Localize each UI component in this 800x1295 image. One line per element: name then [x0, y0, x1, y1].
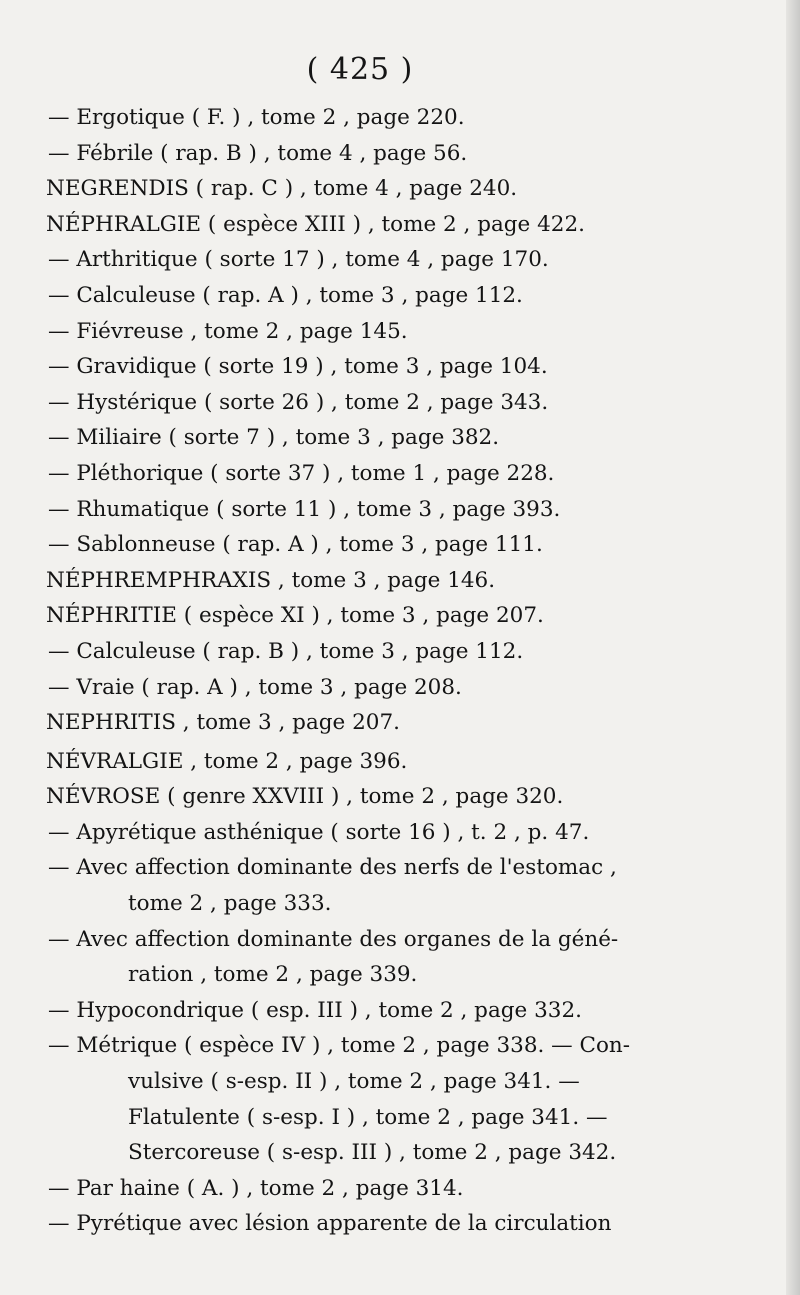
index-entry: NEGRENDIS ( rap. C ) , tome 4 , page 240.: [46, 176, 518, 202]
index-entry: — Métrique ( espèce IV ) , tome 2 , page 338. — Con-: [48, 1033, 631, 1059]
index-entry: — Arthritique ( sorte 17 ) , tome 4 , page 170.: [48, 247, 549, 273]
index-entry: — Calculeuse ( rap. B ) , tome 3 , page 112.: [48, 638, 524, 664]
index-entry: ration , tome 2 , page 339.: [128, 962, 418, 988]
index-entry: — Par haine ( A. ) , tome 2 , page 314.: [48, 1175, 464, 1201]
index-entry: — Vraie ( rap. A ) , tome 3 , page 208.: [48, 674, 462, 700]
index-entry: — Sablonneuse ( rap. A ) , tome 3 , page 111.: [48, 532, 543, 558]
index-entry: — Fébrile ( rap. B ) , tome 4 , page 56.: [48, 140, 468, 166]
index-entry: — Gravidique ( sorte 19 ) , tome 3 , page 104.: [48, 354, 548, 380]
index-entry: — Rhumatique ( sorte 11 ) , tome 3 , page 393.: [48, 496, 561, 522]
index-entry: vulsive ( s-esp. II ) , tome 2 , page 341. —: [128, 1069, 580, 1095]
index-entry: Flatulente ( s-esp. I ) , tome 2 , page 341. —: [128, 1104, 608, 1130]
index-entry: — Apyrétique asthénique ( sorte 16 ) , t. 2 , p. 47.: [48, 819, 590, 845]
index-entry: NEPHRITIS , tome 3 , page 207.: [46, 710, 400, 736]
index-entry: tome 2 , page 333.: [128, 891, 332, 917]
page-number: ( 425 ): [306, 52, 414, 87]
index-entry: — Pyrétique avec lésion apparente de la circulation: [48, 1211, 612, 1237]
index-entry: — Fiévreuse , tome 2 , page 145.: [48, 318, 408, 344]
index-entry: — Calculeuse ( rap. A ) , tome 3 , page 112.: [48, 282, 523, 308]
index-entry: — Ergotique ( F. ) , tome 2 , page 220.: [48, 105, 465, 130]
index-entry: Stercoreuse ( s-esp. III ) , tome 2 , page 342.: [128, 1140, 617, 1166]
index-entry: — Hypocondrique ( esp. III ) , tome 2 , page 332.: [48, 997, 582, 1023]
index-entry: — Avec affection dominante des nerfs de l'estomac ,: [48, 855, 617, 881]
index-entries: [44, 100, 744, 1242]
index-entry: — Pléthorique ( sorte 37 ) , tome 1 , page 228.: [48, 460, 555, 486]
index-entry: NÉPHRITIE ( espèce XI ) , tome 3 , page 207.: [46, 603, 544, 629]
index-entry: NÉPHRALGIE ( espèce XIII ) , tome 2 , page 422.: [46, 211, 585, 237]
index-entry: NÉPHREMPHRAXIS , tome 3 , page 146.: [46, 567, 496, 593]
index-entry: — Hystérique ( sorte 26 ) , tome 2 , page 343.: [48, 389, 549, 415]
index-entry: NÉVROSE ( genre XXVIII ) , tome 2 , page 320.: [46, 784, 564, 810]
index-entry: NÉVRALGIE , tome 2 , page 396.: [46, 748, 408, 774]
index-entry: — Miliaire ( sorte 7 ) , tome 3 , page 382.: [48, 425, 500, 451]
page-edge-shadow: [786, 0, 800, 1295]
index-entry: — Avec affection dominante des organes de la géné-: [48, 926, 619, 952]
